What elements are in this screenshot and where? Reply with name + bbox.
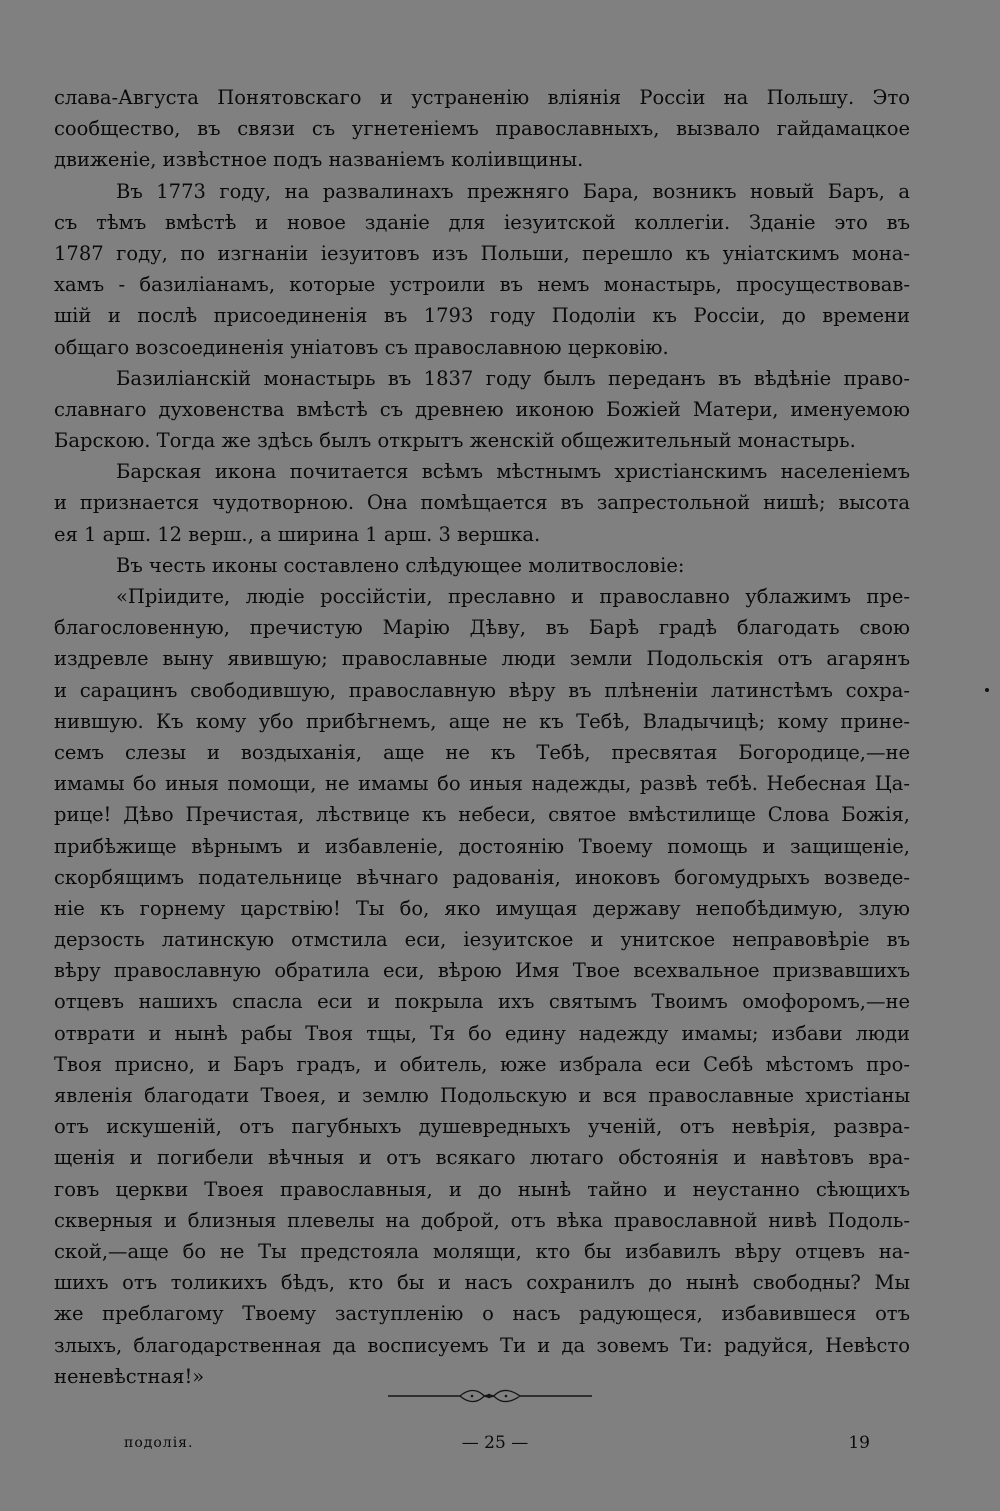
text-line: «Пріидите, людіе россійстіи, преславно и православно ублажимъ пре- bbox=[116, 585, 910, 608]
text-line: ской,—аще бо не Ты предстояла молящи, кто бы избавилъ вѣру отцевъ на- bbox=[54, 1239, 910, 1263]
text-line: щенія и погибели вѣчныя и отъ всякаго лютаго обстоянія и навѣтовъ вра- bbox=[54, 1146, 910, 1170]
text-line: Барская икона почитается всѣмъ мѣстнымъ христіанскимъ населеніемъ bbox=[116, 460, 910, 484]
text-line: ея 1 арш. 12 верш., а ширина 1 арш. 3 вершка. bbox=[54, 522, 541, 546]
text-line: нившую. Къ кому убо прибѣгнемъ, аще не къ Тебѣ, Владычицѣ; кому прине- bbox=[54, 709, 910, 733]
text-line: вѣру православную обратила еси, вѣрою Имя Твое всехвальное призвавшихъ bbox=[54, 959, 910, 983]
text-line: имамы бо иныя помощи, не имамы бо иныя надежды, развѣ тебѣ. Небесная Ца- bbox=[54, 772, 910, 796]
text-line: и сарацинъ свободившую, православную вѣру въ плѣненіи латинстѣмъ сохра- bbox=[54, 678, 910, 702]
text-line: издревле выну явившую; православные люди земли Подольскія отъ агарянъ bbox=[54, 647, 910, 671]
text-line: прибѣжище вѣрнымъ и избавленіе, достоянію Твоему помощь и защищеніе, bbox=[54, 834, 910, 858]
text-line: семъ слезы и воздыханія, аще не къ Тебѣ, пресвятая Богородице,—не bbox=[54, 740, 910, 764]
running-title: подолія. bbox=[124, 1435, 194, 1451]
text-line: скверныя и близныя плевелы на доброй, отъ вѣка православной нивѣ Подоль- bbox=[54, 1208, 910, 1232]
text-line: явленія благодати Твоея, и землю Подольскую и вся православные христіаны bbox=[54, 1084, 910, 1107]
text-line: шій и послѣ присоединенія въ 1793 году Подоліи къ Россіи, до времени bbox=[54, 304, 910, 328]
text-line: славнаго духовенства вмѣстѣ съ древнею иконою Божіей Матери, именуемою bbox=[54, 397, 910, 421]
text-line: Въ честь иконы составлено слѣдующее молитвословіе: bbox=[116, 553, 685, 577]
page-number: — 25 — bbox=[461, 1433, 529, 1453]
text-line: отъ искушеній, отъ пагубныхъ душевредныхъ ученій, отъ невѣрія, развра- bbox=[54, 1115, 910, 1139]
text-line: же преблагому Твоему заступленію о насъ радующеся, избавившеся отъ bbox=[54, 1302, 910, 1326]
text-line: Базиліанскій монастырь въ 1837 году былъ переданъ въ вѣдѣніе право- bbox=[116, 366, 910, 390]
text-line: благословенную, пречистую Марію Дѣву, въ Барѣ градѣ благодать свою bbox=[54, 616, 910, 640]
text-line: шихъ отъ толикихъ бѣдъ, кто бы и насъ сохранилъ до нынѣ свободны? Мы bbox=[54, 1271, 910, 1295]
signature-number: 19 bbox=[848, 1433, 870, 1453]
text-line: слава-Августа Понятовскаго и устраненію вліянія Россіи на Польшу. Это bbox=[54, 86, 910, 109]
text-line: дерзость латинскую отмстила еси, іезуитское и унитское неправовѣріе въ bbox=[54, 928, 910, 952]
text-line: отврати и нынѣ рабы Твоя тщы, Тя бо едину надежду имамы; избави люди bbox=[54, 1021, 910, 1045]
text-line: Въ 1773 году, на развалинахъ прежняго Бара, возникъ новый Баръ, а bbox=[116, 179, 910, 203]
text-line: общаго возсоединенія уніатовъ съ православною церковію. bbox=[54, 335, 669, 359]
text-line: движеніе, извѣстное подъ названіемъ коліивщины. bbox=[54, 148, 584, 172]
text-line: сообщество, въ связи съ угнетеніемъ православныхъ, вызвало гайдамацкое bbox=[54, 117, 910, 141]
text-line: отцевъ нашихъ спасла еси и покрыла ихъ святымъ Твоимъ омофоромъ,—не bbox=[54, 990, 910, 1014]
text-line: злыхъ, благодарственная да восписуемъ Ти и да зовемъ Ти: радуйся, Невѣсто bbox=[54, 1333, 910, 1357]
text-line: Твоя присно, и Баръ градъ, и обитель, юже избрала еси Себѣ мѣстомъ про- bbox=[54, 1052, 910, 1076]
ornament-divider bbox=[388, 1385, 592, 1407]
page-footer bbox=[54, 1428, 910, 1458]
text-line: неневѣстная!» bbox=[54, 1364, 205, 1388]
text-line: и признается чудотворною. Она помѣщается въ запрестольной нишѣ; высота bbox=[54, 491, 910, 515]
text-line: съ тѣмъ вмѣстѣ и новое зданіе для іезуитской коллегіи. Зданіе это въ bbox=[54, 210, 910, 234]
page-text bbox=[54, 82, 910, 1392]
text-line: хамъ - базиліанамъ, которые устроили въ немъ монастырь, просуществовав- bbox=[54, 273, 910, 297]
text-line: Барскою. Тогда же здѣсь былъ открытъ женскій общежительный монастырь. bbox=[54, 429, 856, 453]
text-line: ніе къ горнему царствію! Ты бо, яко имущая державу непобѣдимую, злую bbox=[54, 896, 910, 920]
text-line: 1787 году, по изгнаніи іезуитовъ изъ Польши, перешло къ уніатскимъ мона- bbox=[54, 241, 910, 265]
text-line: рице! Дѣво Пречистая, лѣствице къ небеси, святое вмѣстилище Слова Божія, bbox=[54, 803, 910, 827]
text-line: говъ церкви Твоея православныя, и до нынѣ тайно и неустанно сѣющихъ bbox=[54, 1177, 910, 1201]
text-line: скорбящимъ подательнице вѣчнаго радованія, иноковъ богомудрыхъ возведе- bbox=[54, 865, 910, 889]
margin-speck bbox=[985, 688, 989, 692]
